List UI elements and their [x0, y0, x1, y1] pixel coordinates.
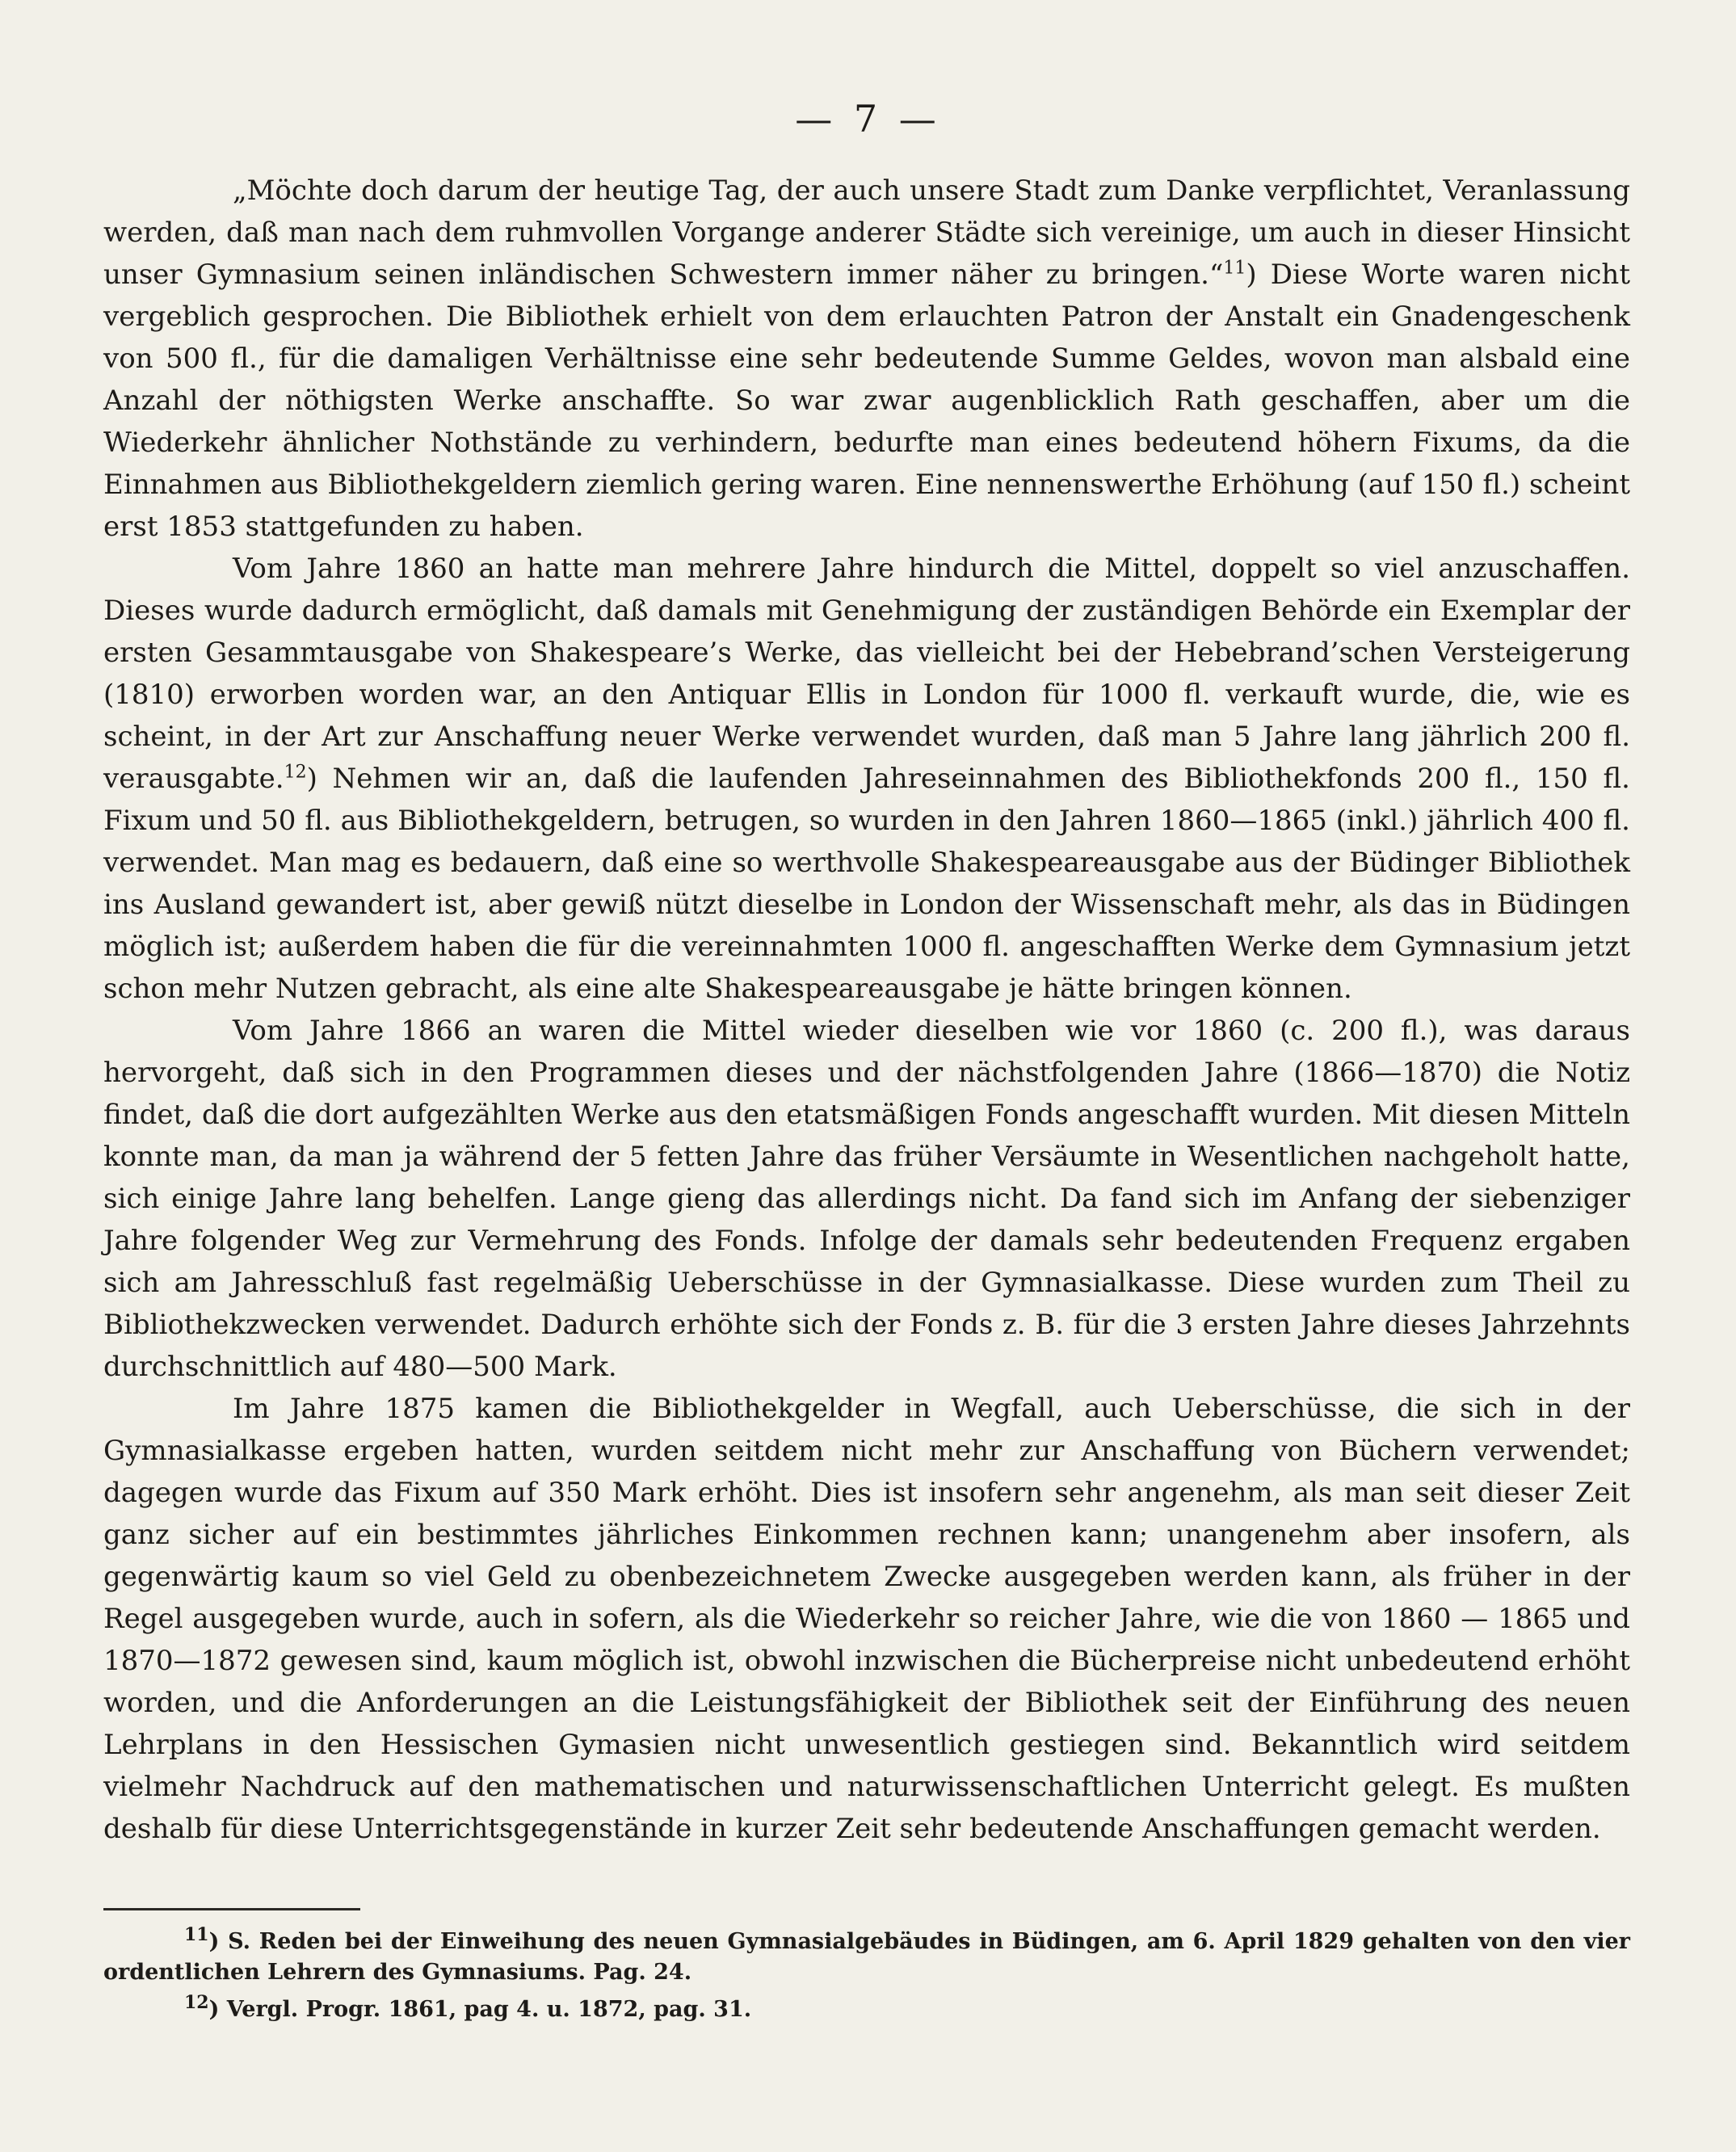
- paragraph-3: Vom Jahre 1866 an waren die Mittel wieder dieselben wie vor 1860 (c. 200 fl.), was daraus hervorgeht, daß sich in den Programmen dieses und der nächstfolgenden Jahre (1866—1870) die Notiz findet, daß die dort aufgezählten Werke aus den etatsmäßigen Fonds angeschafft wurden. Mit diesen Mitteln konnte man, da man ja während der 5 fetten Jahre das früher Versäumte in Wesentlichen nachgeholt hatte, sich einige Jahre lang behelfen. Lange gieng das allerdings nicht. Da fand sich im Anfang der siebenziger Jahre folgender Weg zur Vermehrung des Fonds. Infolge der damals sehr bedeutenden Frequenz ergaben sich am Jahresschluß fast regelmäßig Ueberschüsse in der Gymnasialkasse. Diese wurden zum Theil zu Bibliothekzwecken verwendet. Dadurch erhöhte sich der Fonds z. B. für die 3 ersten Jahre dieses Jahrzehnts durchschnittlich auf 480—500 Mark.: [103, 1015, 1630, 1383]
- footnote-mark-12: 12: [184, 1992, 209, 2013]
- paragraph-1-text-b: ) Diese Worte waren nicht vergeblich gesprochen. Die Bibliothek erhielt von dem erlauchten Patron der Anstalt ein Gnadengeschenk von 500 fl., für die damaligen Verhältnisse eine sehr bedeutende Summe Geldes, wovon man alsbald eine Anzahl der nöthigsten Werke anschaffte. So war zwar augenblicklich Rath geschaffen, aber um die Wiederkehr ähnlicher Nothstände zu verhindern, bedurfte man eines bedeutend höhern Fixums, da die Einnahmen aus Bibliothekgeldern ziemlich gering waren. Eine nennenswerthe Erhöhung (auf 150 fl.) scheint erst 1853 stattgefunden zu haben.: [103, 258, 1630, 543]
- paragraph-4: Im Jahre 1875 kamen die Bibliothekgelder in Wegfall, auch Ueberschüsse, die sich in der Gymnasialkasse ergeben hatten, wurden seitdem nicht mehr zur Anschaffung von Büchern verwendet; dagegen wurde das Fixum auf 350 Mark erhöht. Dies ist insofern sehr angenehm, als man seit dieser Zeit ganz sicher auf ein bestimmtes jährliches Einkommen rechnen kann; unangenehm aber insofern, als gegenwärtig kaum so viel Geld zu obenbezeichnetem Zwecke ausgegeben werden kann, als früher in der Regel ausgegeben wurde, auch in sofern, als die Wiederkehr so reicher Jahre, wie die von 1860 — 1865 und 1870—1872 gewesen sind, kaum möglich ist, obwohl inzwischen die Bücherpreise nicht unbedeutend erhöht worden, und die Anforderungen an die Leistungsfähigkeit der Bibliothek seit der Einführung des neuen Lehrplans in den Hessischen Gymasien nicht unwesentlich gestiegen sind. Bekanntlich wird seitdem vielmehr Nachdruck auf den mathematischen und naturwissenschaftlichen Unterricht gelegt. Es mußten deshalb für diese Unterrichtsgegenstände in kurzer Zeit sehr bedeutende Anschaffungen gemacht werden.: [103, 1393, 1630, 1845]
- footnote-divider: [103, 1908, 360, 1910]
- footnote-11-text: ) S. Reden bei der Einweihung des neuen Gymnasialgebäudes in Büdingen, am 6. April 1829 gehalten von den vier ordentlichen Lehrern des Gymnasiums. Pag. 24.: [103, 1929, 1630, 1985]
- footnote-ref-12[interactable]: 12: [284, 762, 307, 783]
- footnote-mark-11: 11: [184, 1924, 209, 1945]
- paragraph-2: [103, 548, 1630, 1010]
- paragraph-1: [103, 170, 1630, 548]
- footnote-11: [103, 1924, 1630, 1988]
- paragraph-2-text-b: ) Nehmen wir an, daß die laufenden Jahreseinnahmen des Bibliothekfonds 200 fl., 150 fl. Fixum und 50 fl. aus Bibliothekgeldern, betrugen, so wurden in den Jahren 1860—1865 (inkl.) jährlich 400 fl. verwendet. Man mag es bedauern, daß eine so werthvolle Shakespeareausgabe aus der Büdinger Bibliothek ins Ausland gewandert ist, aber gewiß nützt dieselbe in London der Wissenschaft mehr, als das in Büdingen möglich ist; außerdem haben die für die vereinnahmten 1000 fl. angeschafften Werke dem Gymnasium jetzt schon mehr Nutzen gebracht, als eine alte Shakespeareausgabe je hätte bringen können.: [103, 763, 1630, 1005]
- footnotes: [103, 1924, 1630, 2032]
- paragraph-1-text-a: „Möchte doch darum der heutige Tag, der auch unsere Stadt zum Danke verpflichtet, Veranlassung werden, daß man nach dem ruhmvollen Vorgange anderer Städte sich vereinige, um auch in dieser Hinsicht unser Gymnasium seinen inländischen Schwestern immer näher zu bringen.“: [103, 174, 1630, 291]
- page-number: — 7 —: [795, 97, 941, 141]
- paragraph-2-text-a: Vom Jahre 1860 an hatte man mehrere Jahre hindurch die Mittel, doppelt so viel anzuschaffen. Dieses wurde dadurch ermöglicht, daß damals mit Genehmigung der zuständigen Behörde ein Exemplar der ersten Gesammtausgabe von Shakespeare’s Werke, das vielleicht bei der Hebebrand’schen Versteigerung (1810) erworben worden war, an den Antiquar Ellis in London für 1000 fl. verkauft wurde, die, wie es scheint, in der Art zur Anschaffung neuer Werke verwendet wurden, daß man 5 Jahre lang jährlich 200 fl. verausgabte.: [103, 553, 1630, 795]
- body-text: [103, 170, 1630, 1850]
- footnote-12: [103, 1994, 1630, 2025]
- footnote-12-text: ) Vergl. Progr. 1861, pag 4. u. 1872, pag. 31.: [208, 1997, 752, 2022]
- footnote-ref-11[interactable]: 11: [1223, 258, 1246, 279]
